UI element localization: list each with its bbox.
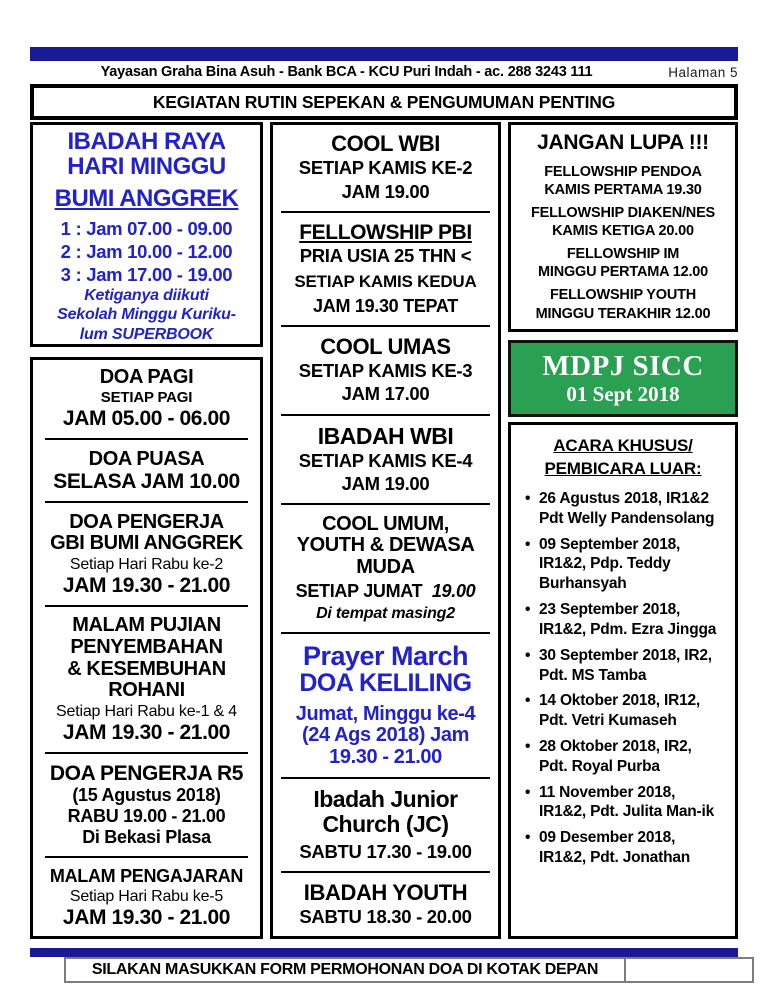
section-heading: YOUTH & DEWASA bbox=[296, 534, 475, 557]
section-time: SELASA JAM 10.00 bbox=[53, 470, 240, 494]
section-time: JAM 19.30 - 21.00 bbox=[62, 720, 231, 744]
section-time: JAM 05.00 - 06.00 bbox=[62, 407, 231, 431]
service-time: 1 : Jam 07.00 - 09.00 bbox=[60, 217, 233, 239]
top-bar-divider bbox=[30, 47, 738, 61]
event-item: • 09 Desember 2018, IR1&2, Pdt. Jonathan bbox=[525, 828, 723, 868]
section-divider bbox=[281, 325, 490, 327]
section-time: JAM 17.00 bbox=[341, 383, 430, 405]
event-list bbox=[515, 489, 731, 868]
reminders-list bbox=[515, 159, 731, 323]
section-doa-pagi bbox=[33, 366, 260, 431]
section-heading: COOL UMAS bbox=[320, 333, 451, 359]
section-divider bbox=[45, 856, 248, 858]
section-date: (24 Ags 2018) Jam bbox=[302, 724, 469, 747]
section-heading: COOL UMUM, bbox=[322, 512, 449, 535]
section-time: 19.30 - 21.00 bbox=[329, 745, 442, 768]
section-malam-pengajaran bbox=[33, 865, 260, 930]
section-heading: & KESEMBUHAN bbox=[67, 657, 226, 680]
section-fellowship-pbi bbox=[273, 220, 498, 317]
section-heading: FELLOWSHIP PBI bbox=[299, 221, 472, 245]
section-time: SABTU 18.30 - 20.00 bbox=[299, 906, 472, 928]
section-divider bbox=[45, 438, 248, 440]
section-divider bbox=[281, 871, 490, 873]
section-heading: ROHANI bbox=[108, 679, 185, 702]
section-time: JAM 19.30 - 21.00 bbox=[62, 573, 231, 597]
section-heading: DOA KELILING bbox=[299, 669, 472, 698]
section-ibadah-youth bbox=[273, 880, 498, 929]
reminders-box bbox=[508, 122, 738, 332]
section-time: RABU 19.00 - 21.00 bbox=[67, 806, 226, 827]
section-divider bbox=[45, 605, 248, 607]
reminder-name: FELLOWSHIP PENDOA bbox=[544, 163, 702, 180]
event-item: • 26 Agustus 2018, IR1&2 Pdt Welly Pandensolang bbox=[525, 489, 723, 529]
event-item: • 23 September 2018, IR1&2, Pdm. Ezra Jingga bbox=[525, 600, 723, 640]
event-item: • 28 Oktober 2018, IR2, Pdt. Royal Purba bbox=[525, 737, 723, 777]
event-item: • 14 Oktober 2018, IR12, Pdt. Vetri Kumaseh bbox=[525, 691, 723, 731]
section-time: JAM 19.00 bbox=[341, 472, 430, 494]
section-doa-pengerja bbox=[33, 511, 260, 598]
section-heading: Ibadah Junior bbox=[313, 785, 458, 812]
section-prayer-march bbox=[273, 641, 498, 769]
section-divider bbox=[45, 501, 248, 503]
section-heading: PENYEMBAHAN bbox=[70, 635, 223, 658]
reminder-time: KAMIS PERTAMA 19.30 bbox=[544, 182, 702, 199]
section-schedule: Setiap Hari Rabu ke-5 bbox=[69, 887, 224, 905]
section-schedule: SETIAP KAMIS KE-4 bbox=[298, 449, 473, 471]
section-cool-wbi bbox=[273, 131, 498, 203]
footer-empty-cell bbox=[624, 959, 752, 981]
section-date: (15 Agustus 2018) bbox=[72, 785, 221, 806]
service-title-line2: HARI MINGGU bbox=[67, 152, 226, 180]
section-time: JAM 19.30 TEPAT bbox=[313, 295, 458, 316]
events-title-line1: ACARA KHUSUS/ bbox=[553, 436, 693, 455]
service-note-line3: lum SUPERBOOK bbox=[79, 325, 214, 343]
section-location: Di Bekasi Plasa bbox=[82, 826, 211, 847]
reminder-time: MINGGU TERAKHIR 12.00 bbox=[535, 305, 711, 322]
section-audience: PRIA USIA 25 THN < bbox=[299, 245, 472, 267]
section-heading: DOA PAGI bbox=[99, 366, 194, 389]
section-junior-church bbox=[273, 786, 498, 864]
section-time-line bbox=[275, 581, 496, 602]
section-heading: MALAM PENGAJARAN bbox=[49, 865, 244, 886]
footer-note: SILAKAN MASUKKAN FORM PERMOHONAN DOA DI KOTAK DEPAN bbox=[91, 961, 599, 978]
daily-prayers-box bbox=[30, 357, 263, 939]
mdpj-banner bbox=[508, 340, 738, 417]
section-location: Di tempat masing2 bbox=[316, 605, 455, 623]
section-heading: MUDA bbox=[356, 555, 415, 578]
section-heading: DOA PUASA bbox=[88, 447, 205, 470]
section-divider bbox=[281, 632, 490, 634]
section-time: 19.00 bbox=[431, 581, 476, 602]
section-divider bbox=[45, 752, 248, 754]
section-time: JAM 19.00 bbox=[341, 180, 430, 202]
section-heading: IBADAH YOUTH bbox=[303, 880, 468, 906]
section-subheading: SETIAP PAGI bbox=[100, 388, 193, 406]
event-item: • 30 September 2018, IR2, Pdt. MS Tamba bbox=[525, 646, 723, 686]
venue-name: BUMI ANGGREK bbox=[54, 184, 239, 212]
mdpj-date: 01 Sept 2018 bbox=[566, 381, 680, 406]
reminder-name: FELLOWSHIP YOUTH bbox=[549, 287, 697, 304]
section-heading: DOA PENGERJA bbox=[69, 510, 224, 533]
reminder-time: KAMIS KETIGA 20.00 bbox=[552, 223, 694, 240]
section-cool-umum bbox=[273, 513, 498, 625]
reminder-item bbox=[515, 245, 731, 282]
service-time: 2 : Jam 10.00 - 12.00 bbox=[60, 240, 233, 262]
sunday-service-box bbox=[30, 122, 263, 347]
reminder-name: FELLOWSHIP DIAKEN/NES bbox=[530, 204, 716, 221]
section-heading: MALAM PUJIAN bbox=[72, 614, 221, 637]
section-heading: GBI BUMI ANGGREK bbox=[50, 532, 243, 555]
event-item: • 09 September 2018, IR1&2, Pdp. Teddy Burhansyah bbox=[525, 535, 723, 594]
service-note-line2: Sekolah Minggu Kuriku- bbox=[57, 306, 236, 324]
section-heading: COOL WBI bbox=[331, 131, 440, 157]
reminder-item bbox=[515, 286, 731, 323]
section-doa-puasa bbox=[33, 448, 260, 495]
page-number: Halaman 5 bbox=[668, 64, 738, 80]
section-schedule: Setiap Hari Rabu ke-1 & 4 bbox=[56, 702, 237, 720]
events-title-line2: PEMBICARA LUAR: bbox=[544, 458, 702, 478]
section-schedule: Jumat, Minggu ke-4 bbox=[295, 702, 476, 725]
service-time: 3 : Jam 17.00 - 19.00 bbox=[60, 264, 233, 286]
page-title: KEGIATAN RUTIN SEPEKAN & PENGUMUMAN PENTING bbox=[152, 91, 616, 112]
mdpj-title: MDPJ SICC bbox=[542, 350, 704, 382]
section-ibadah-wbi bbox=[273, 423, 498, 496]
reminders-title: JANGAN LUPA !!! bbox=[537, 130, 709, 154]
reminder-name: FELLOWSHIP IM bbox=[566, 245, 680, 262]
section-heading: DOA PENGERJA R5 bbox=[49, 762, 244, 786]
section-divider bbox=[281, 414, 490, 416]
section-divider bbox=[281, 777, 490, 779]
section-heading: IBADAH WBI bbox=[317, 422, 454, 449]
header-account-line: Yayasan Graha Bina Asuh - Bank BCA - KCU Puri Indah - ac. 288 3243 111 bbox=[100, 64, 593, 80]
section-schedule: Setiap Hari Rabu ke-2 bbox=[69, 555, 224, 573]
section-schedule: SETIAP KAMIS KEDUA bbox=[294, 272, 477, 292]
section-doa-pengerja-r5 bbox=[33, 761, 260, 848]
section-heading: Church (JC) bbox=[322, 810, 449, 837]
section-time: JAM 19.30 - 21.00 bbox=[62, 905, 231, 929]
section-malam-pujian bbox=[33, 614, 260, 745]
section-time: SABTU 17.30 - 19.00 bbox=[299, 840, 472, 862]
section-schedule: SETIAP KAMIS KE-3 bbox=[298, 360, 473, 382]
footer-note-box bbox=[64, 957, 754, 983]
reminder-item bbox=[515, 163, 731, 200]
reminder-item bbox=[515, 204, 731, 241]
section-heading: Prayer March bbox=[302, 641, 469, 671]
reminder-time: MINGGU PERTAMA 12.00 bbox=[537, 264, 709, 281]
service-title-line1: IBADAH RAYA bbox=[67, 128, 226, 155]
section-schedule: SETIAP JUMAT bbox=[295, 581, 423, 602]
service-note-line1: Ketiganya diikuti bbox=[84, 287, 209, 305]
bottom-bar-divider bbox=[30, 948, 738, 957]
page-title-banner bbox=[30, 84, 738, 120]
event-item: • 11 November 2018, IR1&2, Pdt. Julita Man-ik bbox=[525, 783, 723, 823]
section-divider bbox=[281, 211, 490, 213]
special-events-box bbox=[508, 422, 738, 939]
service-times-list bbox=[33, 217, 260, 286]
page-header bbox=[30, 61, 738, 83]
section-divider bbox=[281, 503, 490, 505]
section-cool-umas bbox=[273, 334, 498, 406]
section-schedule: SETIAP KAMIS KE-2 bbox=[298, 157, 473, 179]
weekly-activities-box bbox=[270, 122, 501, 939]
